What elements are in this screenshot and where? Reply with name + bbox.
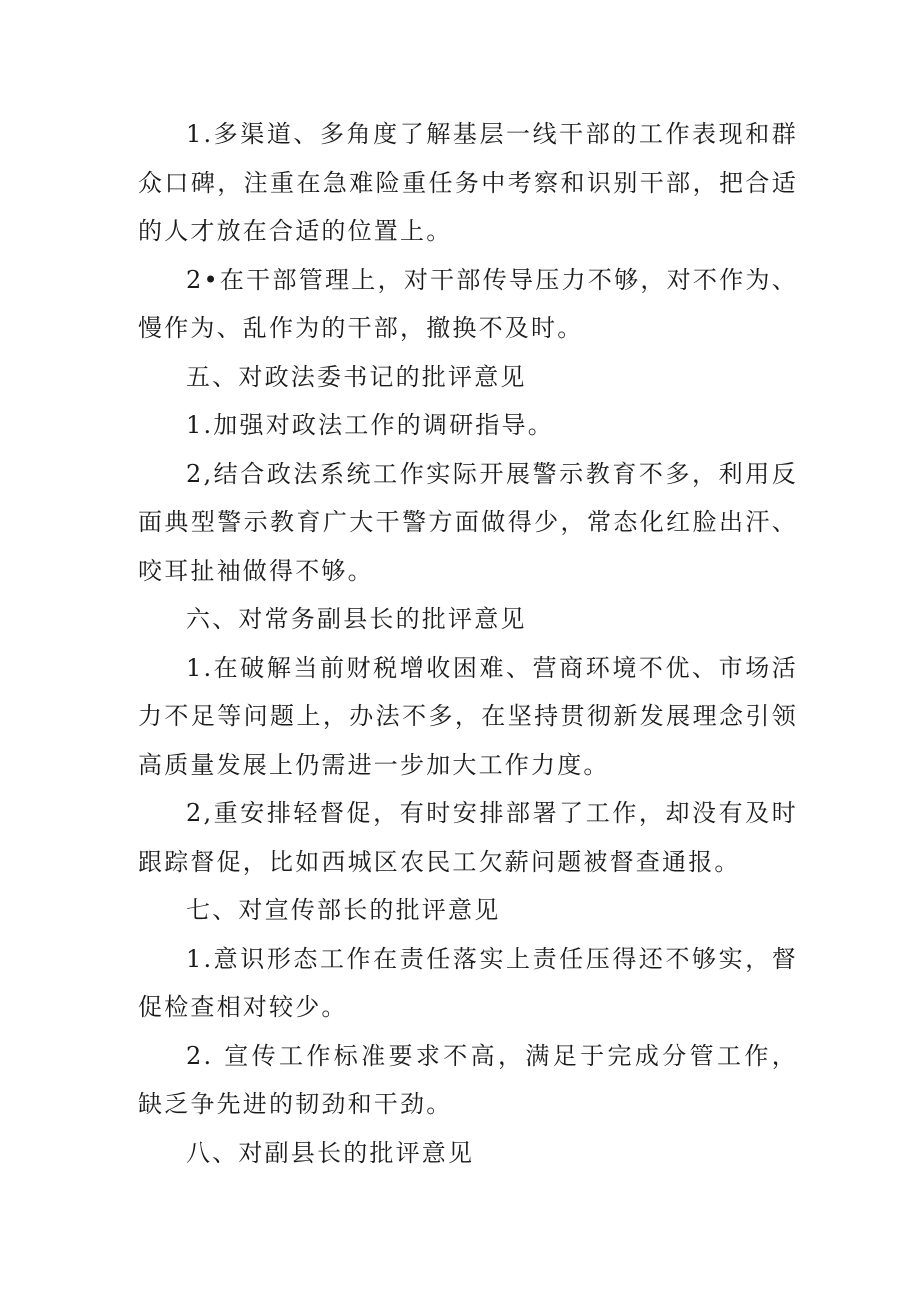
document-body bbox=[138, 110, 798, 1177]
paragraph-propaganda-1: 1.意识形态工作在责任落实上责任压得还不够实，督促检查相对较少。 bbox=[138, 944, 798, 1021]
section-heading-deputy-county-head: 八、对副县长的批评意见 bbox=[186, 1138, 475, 1167]
section-heading-executive-deputy: 六、对常务副县长的批评意见 bbox=[186, 605, 527, 633]
paragraph-propaganda-2: 2. 宣传工作标准要求不高，满足于完成分管工作，缺乏争先进的韧劲和干劲。 bbox=[138, 1041, 798, 1118]
section-heading-political-legal: 五、对政法委书记的批评意见 bbox=[186, 362, 527, 391]
paragraph-cadre-management: 2•在干部管理上，对干部传导压力不够，对不作为、慢作为、乱作为的干部，撤换不及时。 bbox=[138, 265, 798, 342]
paragraph-executive-deputy-2: 2,重安排轻督促，有时安排部署了工作，却没有及时跟踪督促，比如西城区农民工欠薪问题被督查通报。 bbox=[138, 799, 798, 876]
paragraph-political-legal-1: 1.加强对政法工作的调研指导。 bbox=[186, 411, 554, 439]
paragraph-political-legal-2: 2,结合政法系统工作实际开展警示教育不多，利用反面典型警示教育广大干警方面做得少，常态化红脸出汗、咬耳扯袖做得不够。 bbox=[138, 459, 798, 585]
paragraph-executive-deputy-1: 1.在破解当前财税增收困难、营商环境不优、市场活力不足等问题上，办法不多，在坚持贯彻新发展理念引领高质量发展上仍需进一步加大工作力度。 bbox=[138, 653, 798, 779]
paragraph-cadre-selection: 1.多渠道、多角度了解基层一线干部的工作表现和群众口碑，注重在急难险重任务中考察和识别干部，把合适的人才放在合适的位置上。 bbox=[138, 120, 798, 245]
section-heading-propaganda: 七、对宣传部长的批评意见 bbox=[186, 896, 501, 924]
